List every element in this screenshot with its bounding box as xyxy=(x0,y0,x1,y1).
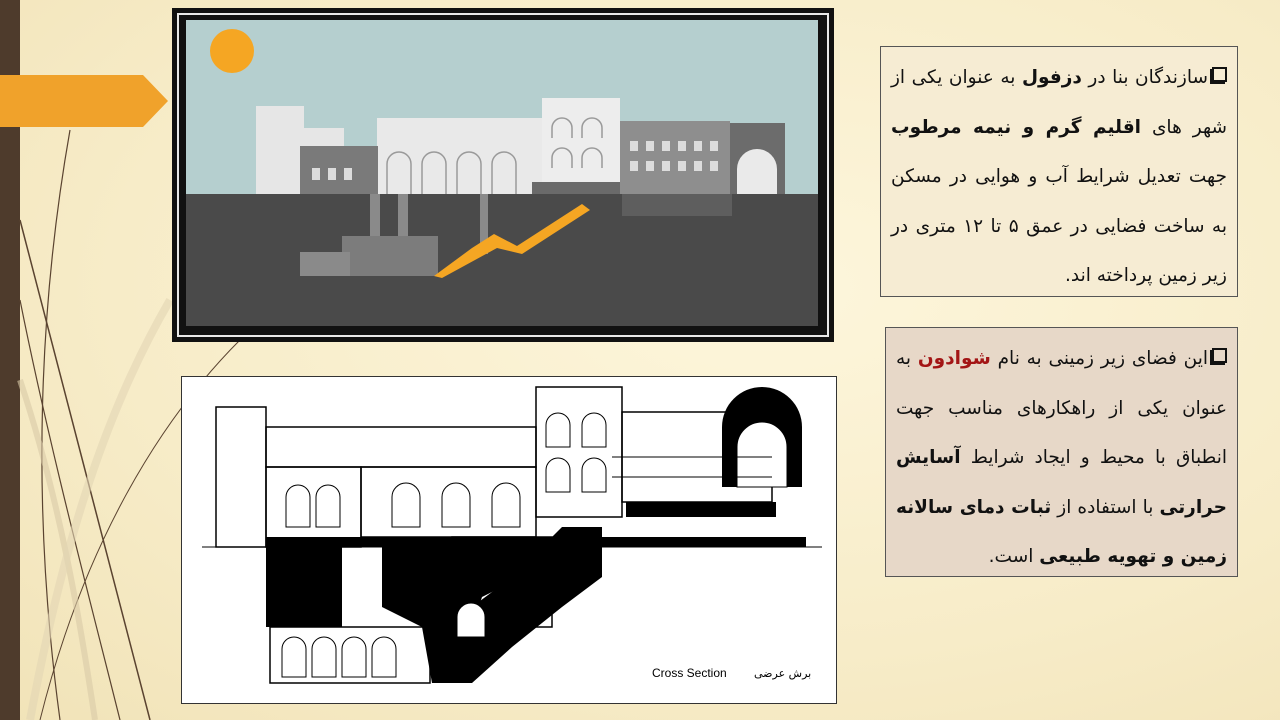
cross-section-drawing xyxy=(181,376,837,704)
box2-text-1: این فضای زیر زمینی به نام xyxy=(990,348,1208,369)
box1-text-2: به عنوان یکی از شهر های xyxy=(891,67,1227,138)
box1-text-3: جهت تعدیل شرایط آب و هوایی در مسکن به ساخت فضایی در عمق ۵ تا ۱۲ متری در زیر زمین پرداخته اند. xyxy=(891,166,1228,287)
box2-text-2: به عنوان یکی از راهکارهای مناسب جهت انطباق با محیط و ایجاد شرایط xyxy=(896,348,1227,469)
checkbox-bullet-icon xyxy=(1212,67,1227,82)
box2-term-shavadoon: شوادون xyxy=(917,348,991,369)
box1-bold-climate: اقلیم گرم و نیمه مرطوب xyxy=(891,116,1142,138)
caption-persian: برش عرضی xyxy=(754,667,812,680)
text-box-dezful xyxy=(880,46,1238,297)
caption-english: Cross Section xyxy=(652,666,727,680)
text-box-shavadoon xyxy=(885,327,1238,577)
accent-arrow-tab xyxy=(0,75,168,127)
box1-text-1: سازندگان بنا در xyxy=(1081,67,1208,88)
colored-section-image xyxy=(172,8,834,342)
box2-text-3: با استفاده از xyxy=(1051,496,1160,518)
box2-bold-stability: ثبات دمای سالانه زمین و تهویه طبیعی xyxy=(896,496,1227,568)
box2-bold-comfort: آسایش حرارتی xyxy=(896,447,1227,518)
box2-text-4: است. xyxy=(988,546,1040,568)
box1-bold-dezful: دزفول xyxy=(1021,67,1082,88)
checkbox-bullet-icon xyxy=(1212,348,1227,363)
